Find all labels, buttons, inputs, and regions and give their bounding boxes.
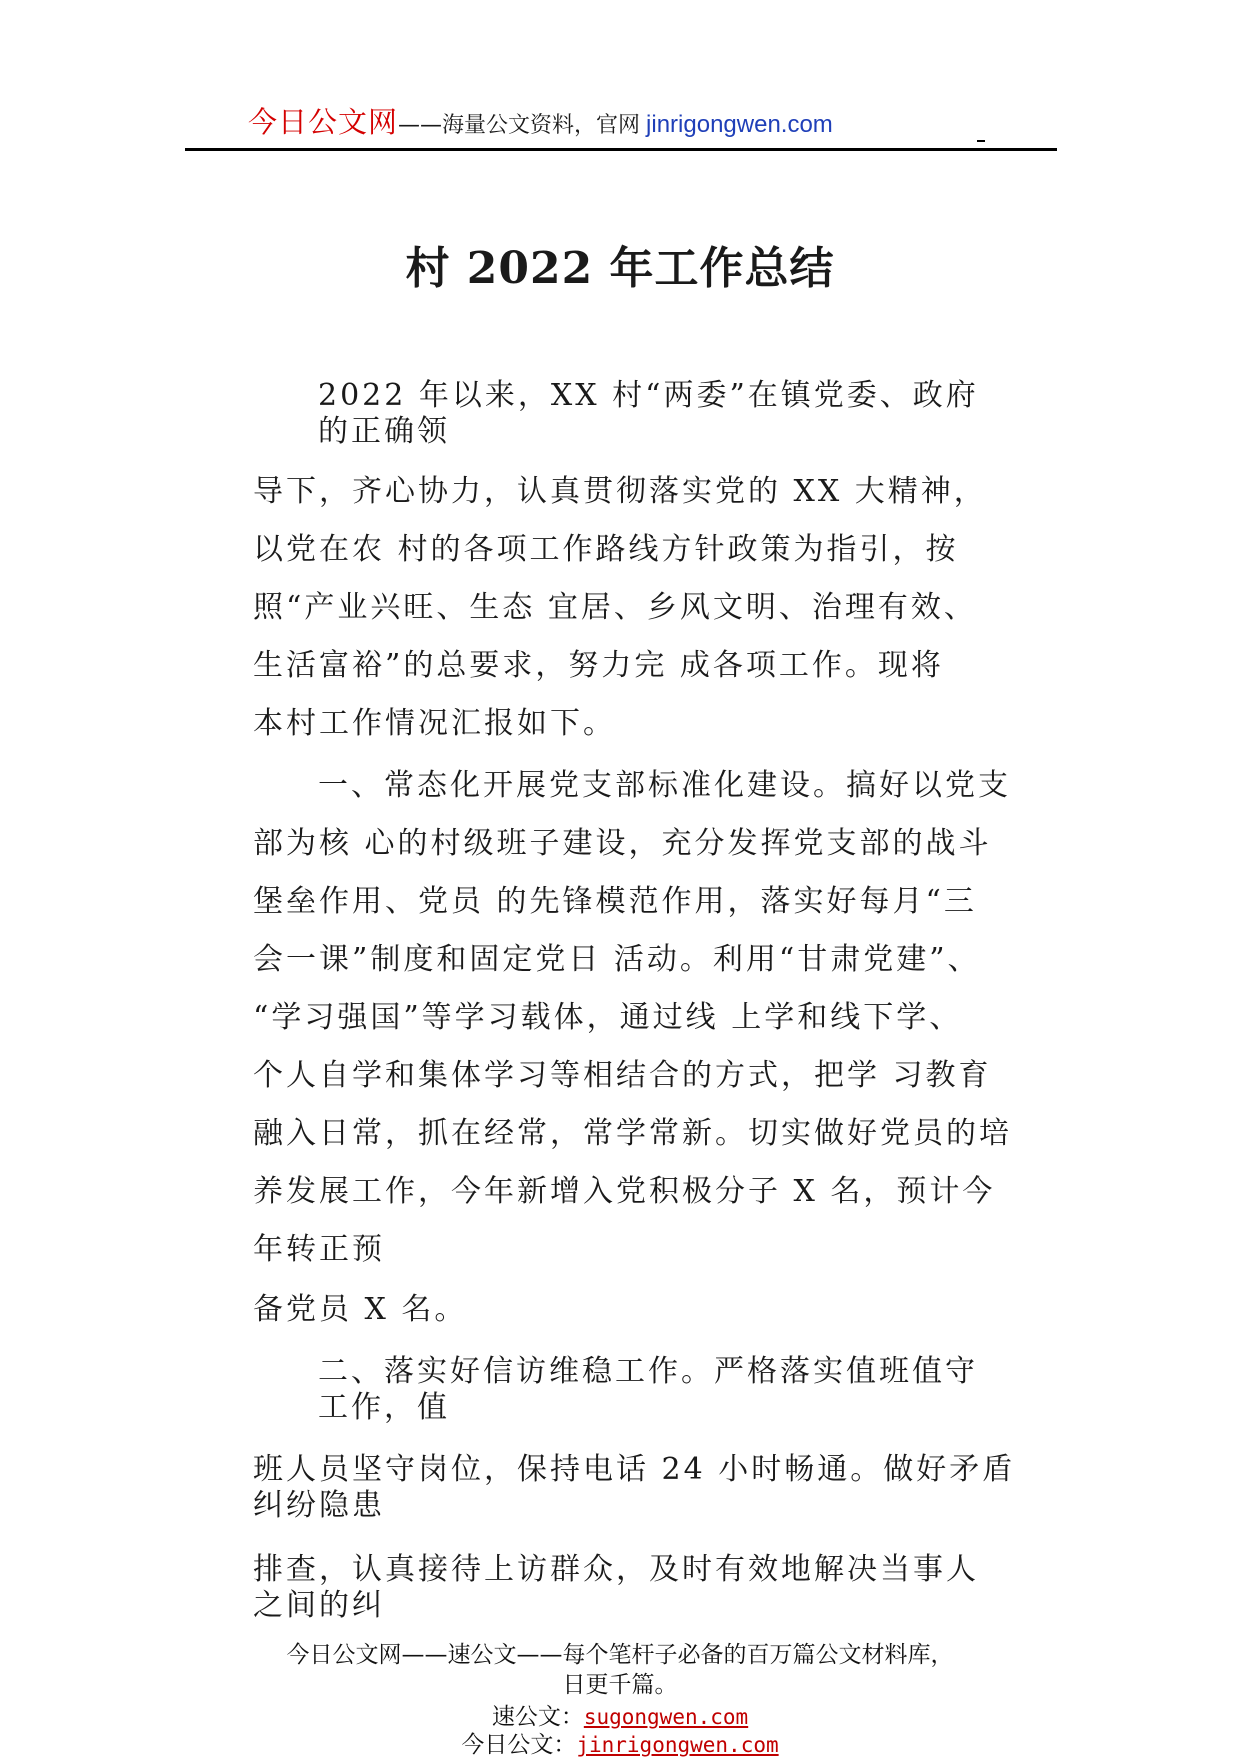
document-title: 村 2022 年工作总结: [405, 243, 835, 294]
paragraph-line: “学习强国”等学习载体，通过线 上学和线下学、: [253, 1000, 963, 1035]
paragraph-line: 会一课”制度和固定党日 活动。利用“甘肃党建”、: [253, 942, 981, 977]
paragraph-line: 个人自学和集体学习等相结合的方式，把学 习教育: [253, 1058, 992, 1093]
paragraph-line: 工作，值: [318, 1390, 450, 1425]
paragraph-line: 班人员坚守岗位，保持电话 24 小时畅通。做好矛盾: [253, 1452, 1016, 1487]
footer-site-label: 今日公文：: [461, 1732, 577, 1758]
footer-promo-line-2: 日更千篇。: [562, 1672, 678, 1698]
paragraph-line: 备党员 X 名。: [253, 1292, 468, 1327]
footer-site-label: 速公文：: [491, 1704, 584, 1730]
header-divider-mark: [977, 140, 985, 142]
jinrigongwen-link[interactable]: jinrigongwen.com: [576, 1733, 779, 1757]
paragraph-line: 纠纷隐患: [253, 1488, 385, 1523]
paragraph-line: 以党在农 村的各项工作路线方针政策为指引，按: [253, 532, 959, 567]
paragraph-line: 年转正预: [253, 1232, 385, 1267]
header-url-link[interactable]: jinrigongwen.com: [646, 111, 833, 138]
paragraph-line: 本村工作情况汇报如下。: [253, 706, 616, 741]
paragraph-line: 生活富裕”的总要求，努力完 成各项工作。现将: [253, 648, 944, 683]
paragraph-line: 导下，齐心协力，认真贯彻落实党的 XX 大精神，: [253, 474, 987, 509]
paragraph-line: 照“产业兴旺、生态 宜居、乡风文明、治理有效、: [253, 590, 977, 625]
paragraph-line: 排查，认真接待上访群众，及时有效地解决当事人: [253, 1552, 979, 1587]
footer-promo-line: 今日公文网——速公文——每个笔杆子必备的百万篇公文材料库，: [286, 1642, 954, 1668]
site-header: [248, 100, 833, 140]
header-divider: [185, 148, 1057, 151]
paragraph-line: 养发展工作，今年新增入党积极分子 X 名，预计今: [253, 1174, 996, 1209]
header-tagline: ——海量公文资料，官网: [398, 113, 641, 138]
footer-site-jinrigongwen: [0, 1726, 1240, 1759]
paragraph-line: 的正确领: [318, 414, 450, 449]
paragraph-line: 二、落实好信访维稳工作。严格落实值班值守: [318, 1354, 978, 1389]
paragraph-line: 部为核 心的村级班子建设，充分发挥党支部的战斗: [253, 826, 992, 861]
paragraph-line: 融入日常，抓在经常，常学常新。切实做好党员的培: [253, 1116, 1012, 1151]
paragraph-line: 之间的纠: [253, 1588, 385, 1623]
brand-name[interactable]: 今日公文网: [248, 105, 399, 139]
paragraph-line: 一、常态化开展党支部标准化建设。搞好以党支: [318, 768, 1011, 803]
paragraph-line: 堡垒作用、党员 的先锋模范作用，落实好每月“三: [253, 884, 977, 919]
sugongwen-link[interactable]: sugongwen.com: [583, 1705, 749, 1729]
paragraph-line: 2022 年以来，XX 村“两委”在镇党委、政府: [318, 378, 979, 413]
